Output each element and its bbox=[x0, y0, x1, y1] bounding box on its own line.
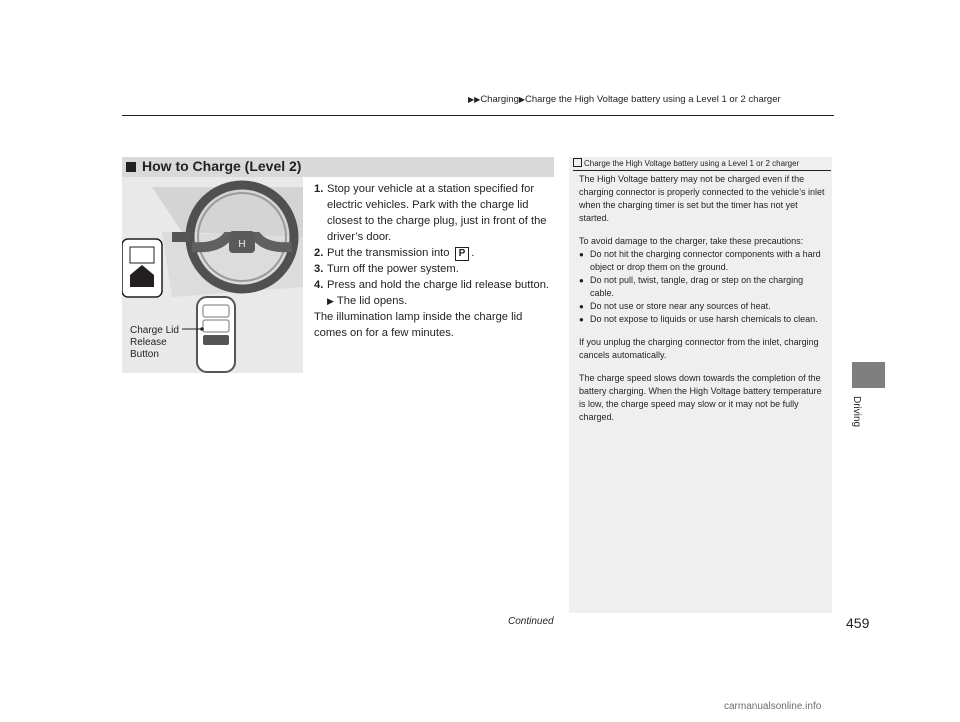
note-rule bbox=[573, 170, 831, 171]
step-item: 4. Press and hold the charge lid release button. bbox=[314, 279, 550, 291]
step-item: 1. Stop your vehicle at a station specified for electric vehicles. Park with the charge lid closest to the charge plug, just in front of the driver’s door. bbox=[314, 183, 547, 243]
watermark: carmanualsonline.info bbox=[724, 701, 822, 712]
note-paragraph: If you unplug the charging connector from the inlet, charging cancels automatically. bbox=[579, 337, 819, 360]
precaution-item: ● Do not pull, twist, tangle, drag or step on the charging cable. bbox=[579, 274, 829, 300]
precaution-item: ● Do not hit the charging connector components with a hard object or drop them on the ground. bbox=[579, 248, 829, 274]
header-rule bbox=[122, 115, 834, 116]
breadcrumb-item-charge-section: Charge the High Voltage battery using a Level 1 or 2 charger bbox=[525, 94, 781, 105]
arrow-icon: ▶ bbox=[518, 95, 526, 104]
square-bullet-icon bbox=[126, 162, 136, 172]
precaution-item: ● Do not expose to liquids or use harsh chemicals to clean. bbox=[579, 313, 829, 326]
note-title: Charge the High Voltage battery using a Level 1 or 2 charger bbox=[573, 158, 799, 168]
step-item: 2. Put the transmission into P . bbox=[314, 247, 475, 259]
result-arrow-icon: ▶ bbox=[327, 296, 334, 306]
procedure-steps bbox=[314, 181, 558, 341]
park-position-key: P bbox=[455, 247, 470, 261]
note-paragraph: The charge speed slows down towards the completion of the battery charging. When the High Voltage battery temperature is low, the charge speed may slow or it may not be fully charged. bbox=[579, 373, 822, 422]
precaution-item: ● Do not use or store near any sources of heat. bbox=[579, 300, 829, 313]
step-item: 3. Turn off the power system. bbox=[314, 263, 459, 275]
double-arrow-icon: ▶▶ bbox=[468, 95, 481, 104]
note-reference-icon bbox=[573, 158, 582, 167]
chapter-tab-label: Driving bbox=[851, 396, 862, 428]
section-title: How to Charge (Level 2) bbox=[142, 158, 302, 174]
svg-text:H: H bbox=[238, 239, 246, 250]
continued-label: Continued bbox=[508, 616, 554, 627]
chapter-tab-marker bbox=[852, 362, 885, 388]
step-result: ▶ The lid opens. bbox=[327, 295, 408, 307]
breadcrumb-item-charging: Charging bbox=[480, 94, 519, 105]
note-paragraph: To avoid damage to the charger, take these precautions: bbox=[579, 236, 804, 246]
note-paragraph: The High Voltage battery may not be charged even if the charging connector is properly connected to the vehicle’s inlet when the charging timer is set but the timer has not yet started. bbox=[579, 174, 825, 223]
precaution-list bbox=[579, 248, 829, 326]
section-heading bbox=[122, 157, 554, 177]
figure-callout-label: Charge Lid Release Button bbox=[130, 325, 179, 360]
page-number: 459 bbox=[846, 615, 870, 631]
note-body bbox=[579, 173, 829, 434]
breadcrumb bbox=[468, 94, 781, 105]
after-step-text: The illumination lamp inside the charge lid comes on for a few minutes. bbox=[314, 311, 523, 339]
